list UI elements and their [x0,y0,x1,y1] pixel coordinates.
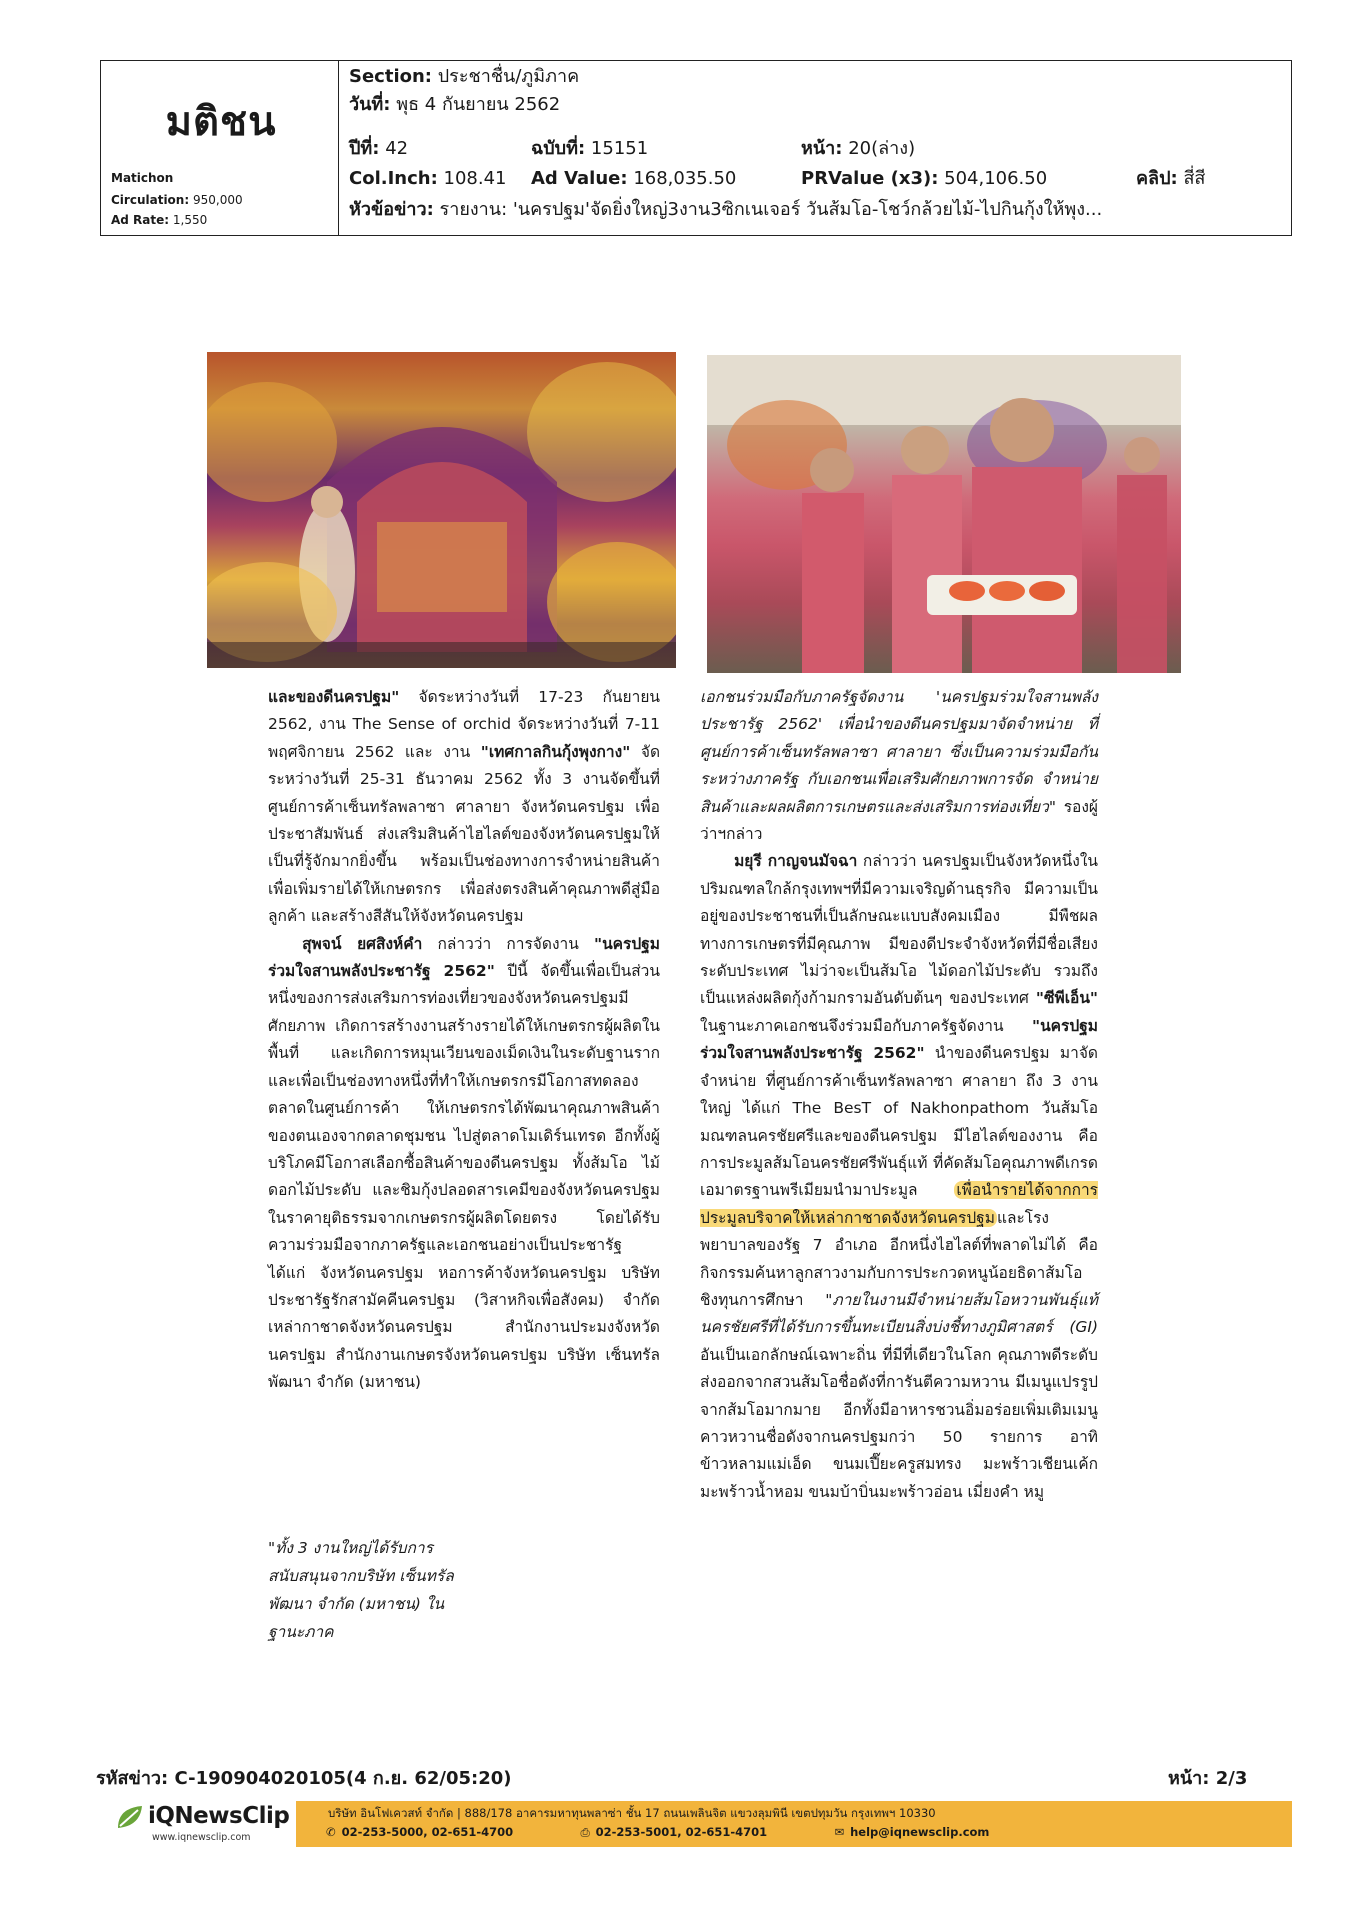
article-column-2 [700,684,1098,1506]
article-column-1 [268,684,660,1397]
page-number: หน้า: 2/3 [1168,1768,1248,1789]
section-line: Section: ประชาชื่น/ภูมิภาค [349,66,580,87]
phone-icon: ✆ [326,1825,336,1839]
headline-line: หัวข้อข่าว: รายงาน: 'นครปฐม'จัดยิ่งใหญ่3งาน3ซิกเนเจอร์ วันส้มโอ-โชว์กล้วยไม้-ไปกินกุ้งให้พุง... [349,199,1103,220]
clipping-header [100,60,1292,236]
leaf-icon [114,1802,146,1832]
clip-line: คลิป: สี่สี [1136,168,1206,189]
brand-logo: iQNewsClip www.iqnewsclip.com [114,1800,292,1850]
highlighted-text: เพื่อนำรายได้จากการประมูลบริจาคให้เหล่ากาชาดจังหวัดนครปฐม [700,1181,1098,1227]
page-line: หน้า: 20(ล่าง) [801,138,916,159]
company-address: บริษัท อินโฟเควสท์ จำกัด | 888/178 อาคารมหาทุนพลาซ่า ชั้น 17 ถนนเพลินจิต แขวงลุมพินี เขตปทุมวัน กรุงเทพฯ 10330 [328,1806,936,1820]
issue-line: ฉบับที่: 15151 [531,138,649,159]
year-line: ปีที่: 42 [349,138,409,159]
circulation: Circulation: 950,000 [111,193,243,207]
email-icon: ✉ [834,1825,845,1839]
advalue-line: Ad Value: 168,035.50 [531,168,737,189]
email-address: help@iqnewsclip.com [850,1825,990,1839]
publication-logo: มติชน [165,98,277,145]
prvalue-line: PRValue (x3): 504,106.50 [801,168,1048,189]
paragraph: เอกชนร่วมมือกับภาครัฐจัดงาน 'นครปฐมร่วมใจสานพลังประชารัฐ 2562' เพื่อนำของดีนครปฐมมาจัดจำหน่าย ที่ศูนย์การค้าเซ็นทรัลพลาซา ศาลายา ซึ่งเป็นความร่วมมือกันระหว่างภาครัฐ กับเอกชนเพื่อเสริมศักยภาพการจัด จำหน่าย สินค้าและผลผลิตการเกษตรและส่งเสริมการท่องเที่ยว" รองผู้ว่าฯกล่าว [700,688,1098,844]
date-line: วันที่: พุธ 4 กันยายน 2562 [349,94,561,115]
fax-icon: ⎙ [580,1825,590,1839]
publication-name: Matichon [111,171,174,185]
publication-panel [101,61,339,235]
paragraph: และของดีนครปฐม" จัดระหว่างวันที่ 17-23 กันยายน 2562, งาน The Sense of orchid จัดระหว่างวันที่ 7-11 พฤศจิกายน 2562 และ งาน "เทศกาลกินกุ้งพุงกาง" จัดระหว่างวันที่ 25-31 ธันวาคม 2562 ทั้ง 3 งานจัดขึ้นที่ศูนย์การค้าเซ็นทรัลพลาซา ศาลายา จังหวัดนครปฐม เพื่อประชาสัมพันธ์ ส่งเสริมสินค้าไฮไลต์ของจังหวัดนครปฐมให้เป็นที่รู้จักมากยิ่งขึ้น พร้อมเป็นช่องทางการจำหน่ายสินค้าเพื่อเพิ่มรายได้ให้เกษตรกร เพื่อส่งตรงสินค้าคุณภาพดีสู่มือลูกค้า และสร้างสีสันให้จังหวัดนครปฐม [268,688,661,926]
ad-rate: Ad Rate: 1,550 [111,213,208,227]
fax-number: 02-253-5001, 02-651-4701 [595,1825,768,1839]
paragraph: สุพจน์ ยศสิงห์คำ กล่าวว่า การจัดงาน "นครปฐมร่วมใจสานพลังประชารัฐ 2562" ปีนี้ จัดขึ้นเพื่อเป็นส่วนหนึ่งของการส่งเสริมการท่องเที่ยวของจังหวัดนครปฐมมีศักยภาพ เกิดการสร้างงานสร้างรายได้ให้เกษตรกรผู้ผลิตในพื้นที่ และเกิดการหมุนเวียนของเม็ดเงินในระดับฐานราก และเพื่อเป็นช่องทางหนึ่งที่ทำให้เกษตรกรมีโอกาสทดลองตลาดในศูนย์การค้า ให้เกษตรกรได้พัฒนาคุณภาพสินค้าของตนเองจากตลาดชุมชน ไปสู่ตลาดโมเดิร์นเทรด อีกทั้งผู้บริโภคมีโอกาสเลือกซื้อสินค้าของดีนครปฐม ทั้งส้มโอ ไม้ดอกไม้ประดับ และชิมกุ้งปลอดสารเคมีของจังหวัดนครปฐมในราคายุติธรรมจากเกษตรกรผู้ผลิตโดยตรง โดยได้รับความร่วมมือจากภาครัฐและเอกชนอย่างเป็นประชารัฐ ได้แก่ จังหวัดนครปฐม หอการค้าจังหวัดนครปฐม บริษัท ประชารัฐรักสามัคคีนครปฐม (วิสาหกิจเพื่อสังคม) จำกัด เหล่ากาชาดจังหวัดนครปฐม สำนักงานประมงจังหวัดนครปฐม สำนักงานเกษตรจังหวัดนครปฐม บริษัท เซ็นทรัลพัฒนา จำกัด (มหาชน) [268,934,660,1392]
colinch-line: Col.Inch: 108.41 [349,168,507,189]
contact-bar [296,1801,1292,1847]
paragraph: มยุรี กาญจนมัจฉา กล่าวว่า นครปฐมเป็นจังหวัดหนึ่งในปริมณฑลใกล้กรุงเทพฯที่มีความเจริญด้านธุรกิจ มีความเป็นอยู่ของประชาชนที่เป็นลักษณะแบบสังคมเมือง มีพืชผลทางการเกษตรที่มีคุณภาพ มีของดีประจำจังหวัดที่มีชื่อเสียงระดับประเทศ ไม่ว่าจะเป็นส้มโอ ไม้ดอกไม้ประดับ รวมถึงเป็นแหล่งผลิตกุ้งก้ามกรามอันดับต้นๆ ของประเทศ "ซีพีเอ็น" ในฐานะภาคเอกชนจึงร่วมมือกับภาครัฐจัดงาน "นครปฐมร่วมใจสานพลังประชารัฐ 2562" นำของดีนครปฐม มาจัดจำหน่าย ที่ศูนย์การค้าเซ็นทรัลพลาซา ศาลายา ถึง 3 งานใหญ่ ได้แก่ The BesT of Nakhonpathom วันส้มโอมณฑลนครชัยศรีและของดีนครปฐม มีไฮไลต์ของงาน คือ การประมูลส้มโอนครชัยศรีพันธุ์แท้ ที่คัดส้มโอคุณภาพดีเกรดเอมาตรฐานพรีเมียมนำมาประมูล เพื่อนำรายได้จากการประมูลบริจาคให้เหล่ากาชาดจังหวัดนครปฐม และโรงพยาบาลของรัฐ 7 อำเภอ อีกหนึ่งไฮไลต์ที่พลาดไม่ได้ คือ กิจกรรมค้นหาลูกสาวงามกับการประกวดหนูน้อยธิดาส้มโอ ชิงทุนการศึกษา "ภายในงานมีจำหน่ายส้มโอหวานพันธุ์แท้นครชัยศรีที่ได้รับการขึ้นทะเบียนสิ่งบ่งชี้ทางภูมิศาสตร์ (GI) อันเป็นเอกลักษณ์เฉพาะถิ่น ที่มีที่เดียวในโลก คุณภาพดีระดับส่งออกจากสวนส้มโอชื่อดังที่การันตีความหวาน มีเมนูแปรรูปจากส้มโอมากมาย อีกทั้งมีอาหารชวนอิ่มอร่อยเพิ่มเติมเมนูคาวหวานชื่อดังจากนครปฐมกว่า 50 รายการ อาทิ ข้าวหลามแม่เอ็ด ขนมเปี๊ยะครูสมทรง มะพร้าวเชียนเค้กมะพร้าวน้ำหอม ขนมบ้าบิ่นมะพร้าวอ่อน เมี่ยงคำ หมู [700,852,1098,1501]
pull-quote: "ทั้ง 3 งานใหญ่ได้รับการสนับสนุนจากบริษัท เซ็นทรัลพัฒนา จำกัด (มหาชน) ในฐานะภาค [268,1539,454,1641]
news-id: รหัสข่าว: C-190904020105(4 ก.ย. 62/05:20) [96,1768,512,1789]
phone-number: 02-253-5000, 02-651-4700 [341,1825,514,1839]
orchid-display-photo [207,352,676,668]
officials-shrimp-photo [707,355,1181,673]
contact-line [326,1825,989,1840]
